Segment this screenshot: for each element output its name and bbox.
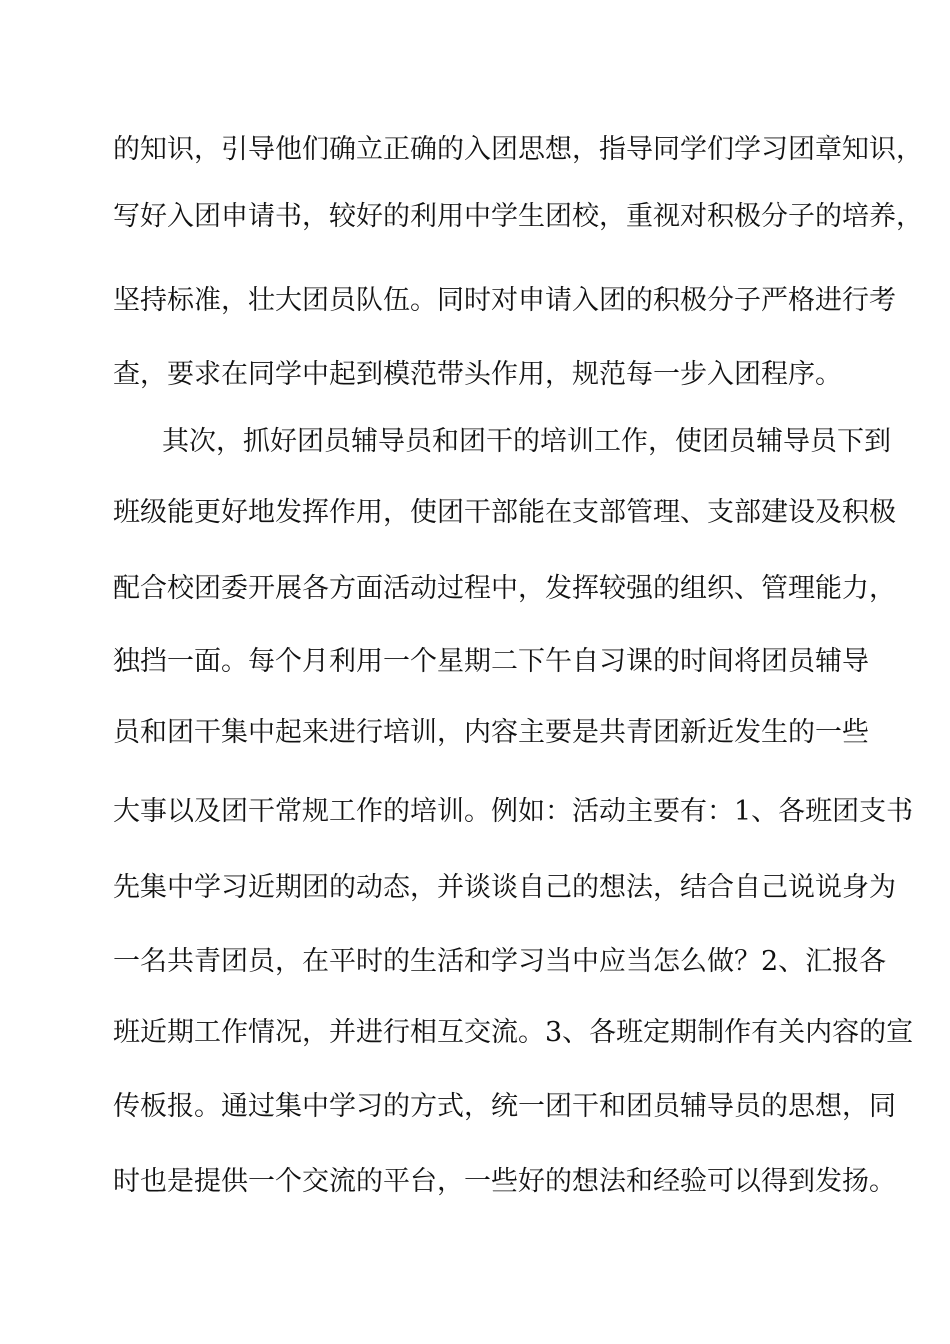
text-line: 独挡一面。每个月利用一个星期二下午自习课的时间将团员辅导 [113,646,869,677]
text-line: 一名共青团员，在平时的生活和学习当中应当怎么做？2、汇报各 [113,946,887,977]
text-line: 班级能更好地发挥作用，使团干部能在支部管理、支部建设及积极 [113,497,896,528]
text-line: 查，要求在同学中起到模范带头作用，规范每一步入团程序。 [113,359,842,390]
text-line: 先集中学习近期团的动态，并谈谈自己的想法，结合自己说说身为 [113,872,896,903]
paragraph-first-line: 其次，抓好团员辅导员和团干的培训工作，使团员辅导员下到 [162,426,891,457]
text-line: 的知识，引导他们确立正确的入团思想，指导同学们学习团章知识， [113,134,923,165]
text-line: 班近期工作情况，并进行相互交流。3、各班定期制作有关内容的宣 [113,1017,914,1048]
text-line: 配合校团委开展各方面活动过程中，发挥较强的组织、管理能力， [113,573,896,604]
text-line: 坚持标准，壮大团员队伍。同时对申请入团的积极分子严格进行考 [113,285,896,316]
text-line: 员和团干集中起来进行培训，内容主要是共青团新近发生的一些 [113,717,869,748]
text-line: 传板报。通过集中学习的方式，统一团干和团员辅导员的思想，同 [113,1091,896,1122]
text-line: 时也是提供一个交流的平台，一些好的想法和经验可以得到发扬。 [113,1166,896,1197]
text-line: 写好入团申请书，较好的利用中学生团校，重视对积极分子的培养， [113,201,923,232]
text-line: 大事以及团干常规工作的培训。例如：活动主要有：1、各班团支书 [113,796,914,827]
